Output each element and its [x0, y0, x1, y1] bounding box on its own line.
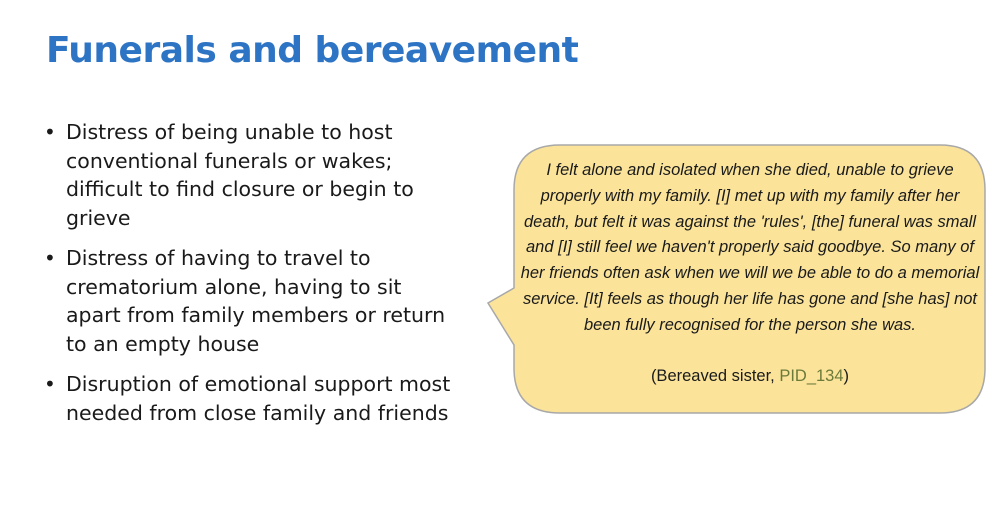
slide-title: Funerals and bereavement — [46, 30, 579, 71]
attribution-prefix: (Bereaved sister, — [650, 367, 780, 385]
quote-attribution — [520, 364, 980, 389]
quote-text: I felt alone and isolated when she died, unable to grieve properly with my family. [I] met up with my family after her death, but felt it was against the 'rules', [the] funeral was small and [I] still feel we haven't properly said goodbye. So many of her friends often ask when we will we be able to do a memorial service. [It] feels as though her life has gone and [she has] not been fully recognised for the person she was. — [520, 161, 980, 334]
attribution-suffix: ) — [843, 367, 850, 385]
bullet-text: Distress of being unable to host conventional funerals or wakes; difficult to find closure or begin to grieve — [66, 120, 414, 230]
bullet-marker: • — [44, 246, 56, 270]
bullet-marker: • — [44, 120, 56, 144]
participant-id: PID_134 — [779, 367, 844, 385]
bullet-marker: • — [44, 372, 56, 396]
bullet-text: Disruption of emotional support most needed from close family and friends — [66, 372, 451, 425]
bullet-text: Distress of having to travel to crematorium alone, having to sit apart from family members or return to an empty house — [66, 246, 446, 356]
